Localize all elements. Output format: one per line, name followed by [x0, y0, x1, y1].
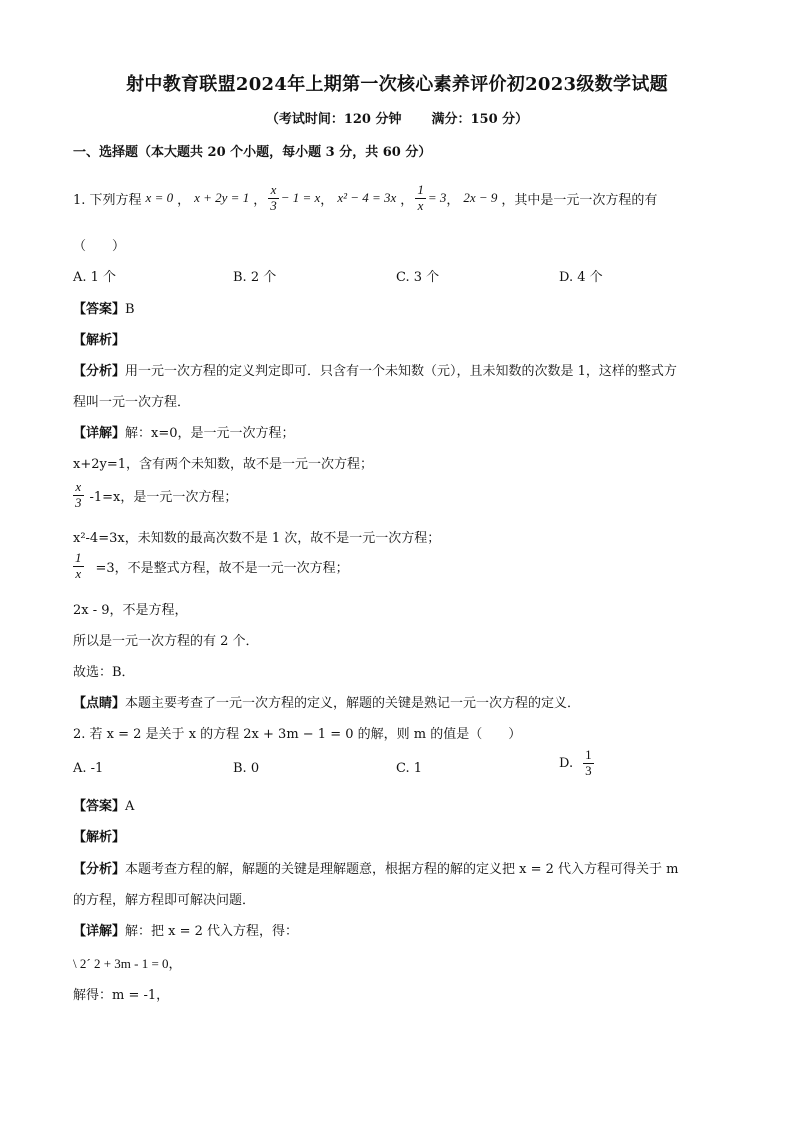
- q1-dianjing-text: 本题主要考查了一元一次方程的定义，解题的关键是熟记一元一次方程的定义．: [125, 696, 581, 711]
- q1-eq1: x = 0: [145, 190, 174, 205]
- q2-option-c: C. 1: [396, 761, 423, 776]
- q1-option-b: B. 2 个: [233, 270, 277, 285]
- exam-time: （考试时间：120 分钟: [265, 112, 402, 127]
- q1-detail-line5: [73, 551, 349, 582]
- q1-detail-text1: 解：x=0，是一元一次方程；: [125, 426, 295, 441]
- q1-option-d: D. 4 个: [559, 270, 603, 285]
- q1-detail-line7: 所以是一元一次方程的有 2 个．: [73, 634, 259, 649]
- q1-detail-line4: x²-4=3x，未知数的最高次数不是 1 次，故不是一元一次方程；: [73, 531, 441, 546]
- q2-analysis-tag: 【解析】: [73, 830, 126, 845]
- q2-answer-value: A: [125, 799, 135, 814]
- q1-fenxi-line1: [73, 360, 677, 379]
- q2-option-d: [559, 748, 596, 779]
- q1-eq3-frac: [268, 183, 279, 214]
- q1-stem: 1. 下列方程 x = 0 ， x + 2y = 1 ， $\frac{x}{3}$ − 1 = x ， x² − 4 = 3x ， $\frac{1}{x}$ = 3 ， 2x − 9 ，其中是一元一次方程的有: [73, 181, 658, 213]
- q1-detail5-den: x: [75, 565, 82, 581]
- q1-detail-tag: 【详解】: [73, 426, 126, 441]
- q1-eq5-rest: = 3: [427, 190, 447, 205]
- q1-eq6: 2x − 9: [463, 190, 498, 205]
- exam-title: 射中教育联盟2024年上期第一次核心素养评价初2023级数学试题: [126, 74, 668, 95]
- q1-eq3-num: x: [268, 183, 279, 199]
- q1-detail-line2: x+2y=1，含有两个未知数，故不是一元一次方程；: [73, 457, 374, 472]
- q1-detail3-den: 3: [75, 494, 82, 510]
- q2-fenxi-text1: 本题考查方程的解，解题的关键是理解题意，根据方程的解的定义把 x = 2 代入方程可得关于 m: [125, 862, 679, 877]
- q1-answer-tag: 【答案】: [73, 302, 126, 317]
- q1-eq5-den: x: [417, 197, 424, 213]
- q1-detail5-rest: =3，不是整式方程，故不是一元一次方程；: [95, 560, 349, 576]
- q1-detail-line3: [73, 480, 237, 511]
- q1-fenxi-text1: 用一元一次方程的定义判定即可．只含有一个未知数（元），且未知数的次数是 1，这样的整式方: [125, 364, 677, 379]
- q2-option-b: B. 0: [233, 761, 260, 776]
- q1-fenxi-line2: 程叫一元一次方程．: [73, 395, 191, 410]
- q2-fenxi-tag: 【分析】: [73, 862, 126, 877]
- q1-dianjing-tag: 【点睛】: [73, 696, 126, 711]
- q2-option-d-den: 3: [585, 762, 592, 778]
- q1-detail5-frac: [73, 551, 84, 582]
- q1-eq3-den: 3: [270, 197, 277, 213]
- q2-answer: [73, 795, 134, 814]
- q1-eq5-frac: [415, 183, 426, 214]
- q2-option-a: A. -1: [73, 761, 104, 776]
- q2-detail-line3: 解得：m = -1，: [73, 988, 170, 1003]
- q1-lead: 1. 下列方程: [73, 192, 142, 208]
- q1-detail3-num: x: [73, 480, 84, 496]
- q1-detail3-frac: [73, 480, 84, 511]
- exam-score: 满分：150 分）: [431, 112, 529, 127]
- q2-detail-line2: \ 2´ 2 + 3m - 1 = 0，: [73, 956, 182, 971]
- q1-detail-line6: 2x - 9，不是方程，: [73, 603, 188, 618]
- q1-analysis-tag: 【解析】: [73, 333, 126, 348]
- q2-detail-tag: 【详解】: [73, 924, 126, 939]
- exam-subtitle: [0, 108, 794, 127]
- q1-answer: [73, 298, 135, 317]
- q2-detail-text1: 解：把 x = 2 代入方程，得：: [125, 924, 299, 939]
- q2-stem: 2. 若 x = 2 是关于 x 的方程 2x + 3m − 1 = 0 的解，则 m 的值是（ ）: [73, 727, 522, 742]
- q1-eq2: x + 2y = 1: [194, 190, 250, 205]
- q1-paren: （ ）: [73, 239, 126, 254]
- section-heading: 一、选择题（本大题共 20 个小题，每小题 3 分，共 60 分）: [73, 145, 432, 160]
- q1-answer-value: B: [125, 302, 135, 317]
- q1-eq4: x² − 4 = 3x: [337, 190, 397, 205]
- q2-answer-tag: 【答案】: [73, 799, 126, 814]
- q2-fenxi-line2: 的方程，解方程即可解决问题．: [73, 893, 256, 908]
- q1-dianjing: [73, 692, 580, 711]
- q1-detail-line8: 故选：B．: [73, 665, 135, 680]
- q1-fenxi-tag: 【分析】: [73, 364, 126, 379]
- q2-fenxi-line1: [73, 858, 679, 877]
- q2-detail-line1: [73, 920, 298, 939]
- q1-eq3-rest: − 1 = x: [280, 190, 321, 205]
- q1-detail5-num: 1: [75, 550, 82, 565]
- q1-detail3-rest: -1=x，是一元一次方程；: [89, 489, 238, 505]
- q2-option-d-frac: [583, 748, 594, 779]
- q1-tail: ，其中是一元一次方程的有: [501, 192, 658, 208]
- q2-option-d-label: D.: [559, 755, 574, 771]
- q2-option-d-num: 1: [585, 747, 592, 762]
- q1-eq5-num: 1: [417, 181, 424, 197]
- q1-option-a: A. 1 个: [73, 270, 117, 285]
- q1-detail-line1: [73, 422, 295, 441]
- q1-option-c: C. 3 个: [396, 270, 440, 285]
